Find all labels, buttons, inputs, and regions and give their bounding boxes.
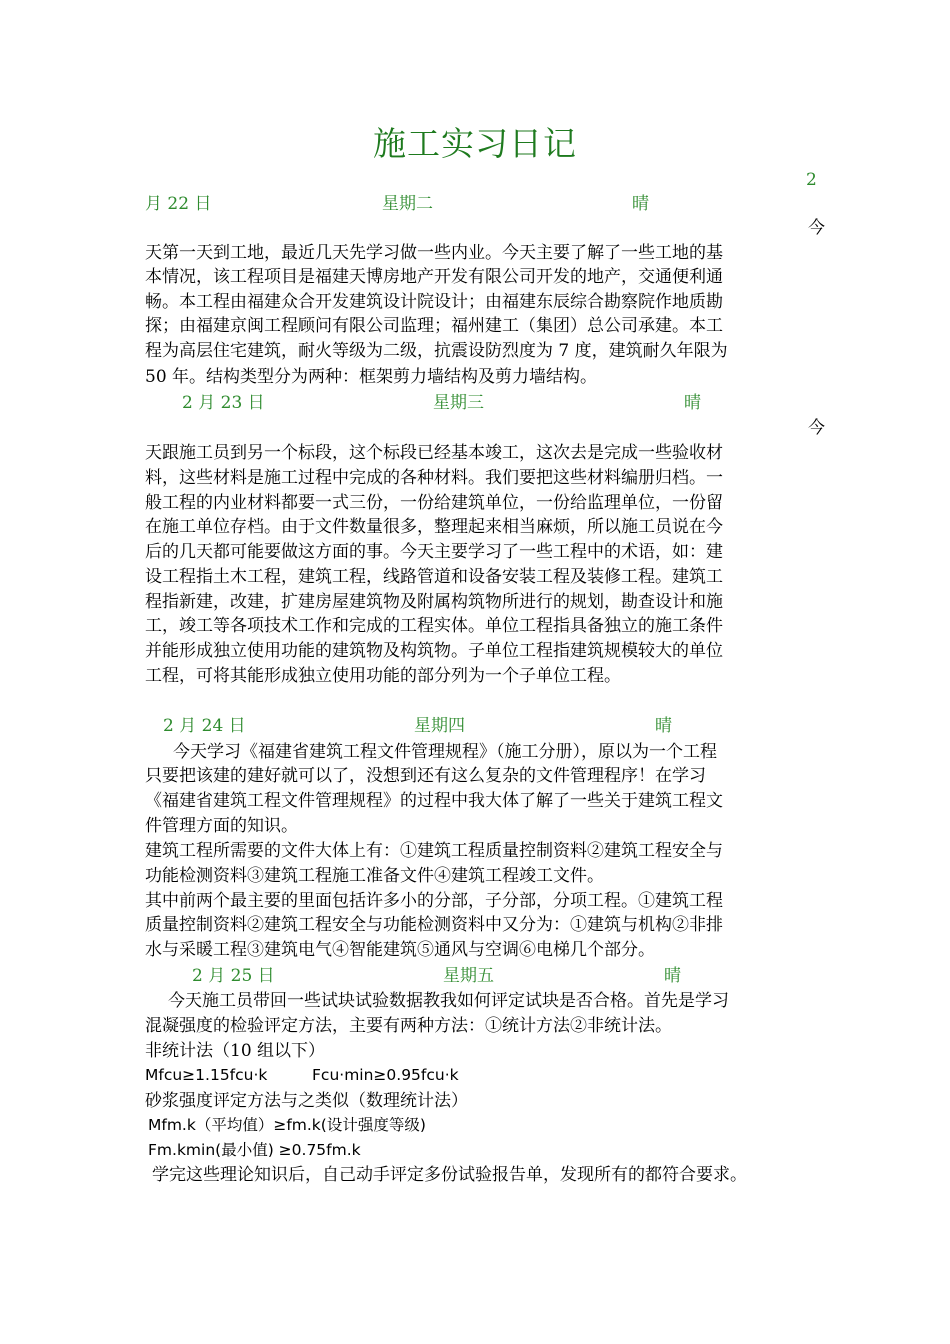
entry-1-date: 月 22 日	[145, 194, 212, 214]
entry-2-line: 后的几天都可能要做这方面的事。今天主要学习了一些工程中的术语，如：建	[145, 542, 723, 562]
entry-4-weekday: 星期五	[443, 966, 494, 986]
entry-1-lead-char: 今	[808, 218, 825, 238]
entry-1-line: 畅。本工程由福建众合开发建筑设计院设计；由福建东辰综合勘察院作地质勘	[145, 292, 723, 312]
entry-2-line: 并能形成独立使用功能的建筑物及构筑物。子单位工程指建筑规模较大的单位	[145, 641, 723, 661]
entry-3-line: 其中前两个最主要的里面包括许多小的分部，子分部，分项工程。①建筑工程	[145, 891, 723, 911]
entry-3-line: 只要把该建的建好就可以了，没想到还有这么复杂的文件管理程序！在学习	[145, 766, 706, 786]
entry-1-line: 探；由福建京闽工程顾问有限公司监理；福州建工（集团）总公司承建。本工	[145, 316, 723, 336]
entry-3-line: 《福建省建筑工程文件管理规程》的过程中我大体了解了一些关于建筑工程文	[145, 791, 723, 811]
entry-3-weather: 晴	[655, 716, 672, 736]
entry-2-lead-char: 今	[808, 418, 825, 438]
entry-3-date: 2 月 24 日	[163, 716, 246, 736]
entry-3-line: 功能检测资料③建筑工程施工准备文件④建筑工程竣工文件。	[145, 866, 604, 886]
entry-1-line: 本情况，该工程项目是福建天博房地产开发有限公司开发的地产，交通便利通	[145, 267, 723, 287]
mortar-title: 砂浆强度评定方法与之类似（数理统计法）	[145, 1091, 468, 1111]
entry-4-date: 2 月 25 日	[192, 966, 275, 986]
entry-3-line: 件管理方面的知识。	[145, 816, 298, 836]
entry-4-closing: 学完这些理论知识后，自己动手评定多份试验报告单，发现所有的都符合要求。	[152, 1165, 747, 1185]
entry-2-weekday: 星期三	[433, 393, 484, 413]
entry-3-line: 质量控制资料②建筑工程安全与功能检测资料中又分为：①建筑与机构②非排	[145, 915, 723, 935]
entry-1-weather: 晴	[632, 194, 649, 214]
entry-3-weekday: 星期四	[414, 716, 465, 736]
entry-2-weather: 晴	[684, 393, 701, 413]
mortar-formula-2: Fm.kmin(最小值) ≥0.75fm.k	[148, 1141, 361, 1159]
entry-2-line: 般工程的内业材料都要一式三份，一份给建筑单位，一份给监理单位，一份留	[145, 493, 723, 513]
entry-2-line: 料，这些材料是施工过程中完成的各种材料。我们要把这些材料编册归档。一	[145, 468, 723, 488]
entry-1-line: 天第一天到工地，最近几天先学习做一些内业。今天主要了解了一些工地的基	[145, 243, 723, 263]
entry-4-line: 非统计法（10 组以下）	[145, 1041, 326, 1061]
mortar-formula-1: Mfm.k（平均值）≥fm.k(设计强度等级)	[148, 1116, 426, 1134]
entry-2-line: 工，竣工等各项技术工作和完成的工程实体。单位工程指具备独立的施工条件	[145, 616, 723, 636]
entry-2-line: 天跟施工员到另一个标段，这个标段已经基本竣工，这次去是完成一些验收材	[145, 443, 723, 463]
entry-3-line: 建筑工程所需要的文件大体上有：①建筑工程质量控制资料②建筑工程安全与	[145, 841, 723, 861]
entry-2-line: 设工程指土木工程，建筑工程，线路管道和设备安装工程及装修工程。建筑工	[145, 567, 723, 587]
entry-1-weekday: 星期二	[382, 194, 433, 214]
entry-2-date: 2 月 23 日	[182, 393, 265, 413]
entry-2-line: 程指新建，改建，扩建房屋建筑物及附属构筑物所进行的规划，勘查设计和施	[145, 592, 723, 612]
entry-3-line: 今天学习《福建省建筑工程文件管理规程》（施工分册），原以为一个工程	[173, 742, 717, 762]
entry-1-date-lead: 2	[806, 170, 817, 190]
document-title: 施工实习日记	[373, 124, 577, 163]
entry-4-weather: 晴	[664, 966, 681, 986]
entry-4-line: 今天施工员带回一些试块试验数据教我如何评定试块是否合格。首先是学习	[168, 991, 729, 1011]
entry-1-line: 程为高层住宅建筑，耐火等级为二级，抗震设防烈度为 7 度，建筑耐久年限为	[145, 341, 728, 361]
formula-fcu-min: Fcu·min≥0.95fcu·k	[312, 1066, 459, 1084]
entry-4-line: 混凝强度的检验评定方法，主要有两种方法：①统计方法②非统计法。	[145, 1016, 672, 1036]
entry-1-line: 50 年。结构类型分为两种：框架剪力墙结构及剪力墙结构。	[145, 367, 598, 387]
entry-2-line: 在施工单位存档。由于文件数量很多，整理起来相当麻烦，所以施工员说在今	[145, 517, 723, 537]
entry-2-line: 工程，可将其能形成独立使用功能的部分列为一个子单位工程。	[145, 666, 621, 686]
entry-3-line: 水与采暖工程③建筑电气④智能建筑⑤通风与空调⑥电梯几个部分。	[145, 940, 655, 960]
formula-mfcu: Mfcu≥1.15fcu·k	[145, 1066, 268, 1084]
